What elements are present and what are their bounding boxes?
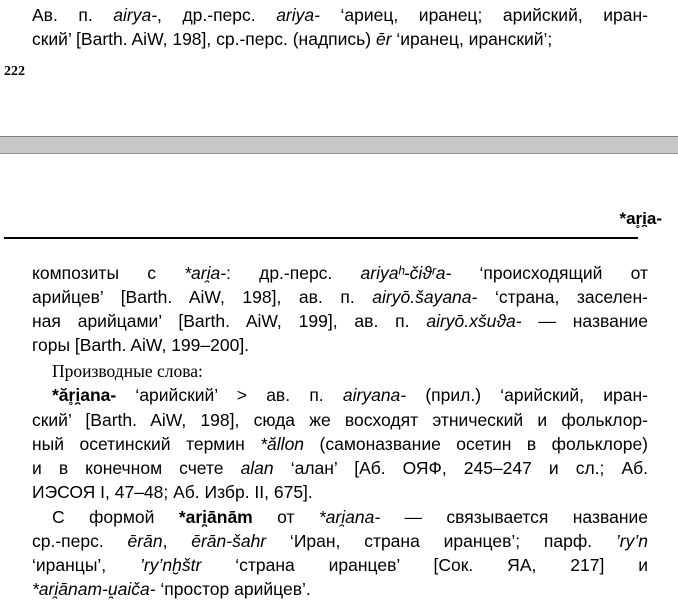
italic-term: ’ry’n [615, 531, 649, 551]
italic-term: *ari̯ana- [318, 507, 381, 527]
text-line [32, 262, 648, 285]
text-segment: : др.-перс. [226, 263, 361, 283]
italic-term: ērān-šahr [191, 531, 267, 551]
text-line [52, 384, 648, 407]
text-segment: ‘простор арийцев’. [155, 579, 311, 599]
italic-term: ēr [375, 29, 392, 49]
headword: *ăr̥i̯ana- [52, 385, 117, 405]
text-segment: арийцев’ [Barth. AiW, 198], ав. п. [32, 287, 373, 307]
italic-term: ariya- [276, 5, 320, 25]
text-segment: ский’ [Barth. AiW, 198], ср.-перс. (надпись) [32, 29, 376, 49]
text-line [32, 554, 648, 577]
text-segment: — название [521, 311, 648, 331]
italic-term: ’ry’nḫštr [140, 555, 202, 575]
text-segment: ср.-перс. [32, 531, 128, 551]
text-segment: ‘Иран, страна иранцев’; парф. [266, 531, 616, 551]
italic-term: airyana- [342, 385, 407, 405]
text-line [32, 530, 648, 553]
text-segment: , [162, 531, 192, 551]
text-segment: ‘алан’ [Аб. ОЯФ, 245–247 и сл.; Аб. [273, 458, 648, 478]
text-line [32, 433, 648, 456]
text-segment: ‘происходящий от [451, 263, 649, 283]
italic-term: *ăllon [260, 434, 305, 454]
text-segment: , др.-перс. [157, 5, 277, 25]
header-rule [4, 237, 638, 239]
text-line [32, 310, 648, 333]
text-segment: — связывается название [380, 507, 648, 527]
italic-term: airya- [113, 5, 158, 25]
text-line [32, 28, 648, 51]
text-line [32, 481, 648, 504]
text-segment: Производные слова: [52, 361, 203, 381]
text-segment: ‘страна, заселен- [477, 287, 648, 307]
italic-term: *ari̯a- [184, 263, 227, 283]
text-line [32, 457, 648, 480]
text-segment: ‘иранец, иранский’; [391, 29, 553, 49]
text-segment: и в конечном счете [32, 458, 241, 478]
text-line [52, 506, 648, 529]
text-segment: (прил.) ‘арийский, иран- [406, 385, 648, 405]
italic-term: ērān [127, 531, 163, 551]
section-label [52, 360, 648, 383]
text-segment: ный осетинский термин [32, 434, 261, 454]
text-segment: ‘ариец, иранец; арийский, иран- [319, 5, 648, 25]
text-segment: ‘иранцы’, [32, 555, 141, 575]
text-segment: ский’ [Barth. AiW, 198], сюда же восходят этнический и фольклор- [32, 410, 648, 430]
text-segment: ная арийцами’ [Barth. AiW, 199], ав. п. [32, 311, 427, 331]
text-segment: горы [Barth. AiW, 199–200]. [32, 335, 250, 355]
text-line [32, 578, 648, 601]
italic-term: alan [240, 458, 274, 478]
page-number: 222 [4, 64, 25, 79]
text-line [32, 286, 648, 309]
italic-term: *ari̯ānam-u̯aiča- [32, 579, 156, 599]
running-head: *ar̥i̯a- [619, 209, 662, 228]
text-segment: от [252, 507, 319, 527]
page-gap-band [0, 136, 678, 154]
text-segment: (самоназвание осетин в фольклоре) [304, 434, 649, 454]
text-segment: ‘арийский’ > ав. п. [116, 385, 343, 405]
text-line [32, 4, 648, 27]
italic-term: ariyaʰ-čiϑʳa- [360, 263, 452, 283]
italic-term: airyō.xšuϑa- [426, 311, 522, 331]
text-segment: ИЭСОЯ I, 47–48; Аб. Избр. II, 675]. [32, 482, 313, 502]
text-segment: С формой [52, 507, 179, 527]
text-line [32, 334, 648, 357]
text-segment: Ав. п. [32, 5, 114, 25]
italic-term: airyō.šayana- [372, 287, 478, 307]
text-line [32, 409, 648, 432]
text-segment: ‘страна иранцев’ [Сок. ЯА, 217] и [201, 555, 648, 575]
text-segment: композиты с [32, 263, 185, 283]
headword: *ari̯ānām [178, 507, 253, 527]
